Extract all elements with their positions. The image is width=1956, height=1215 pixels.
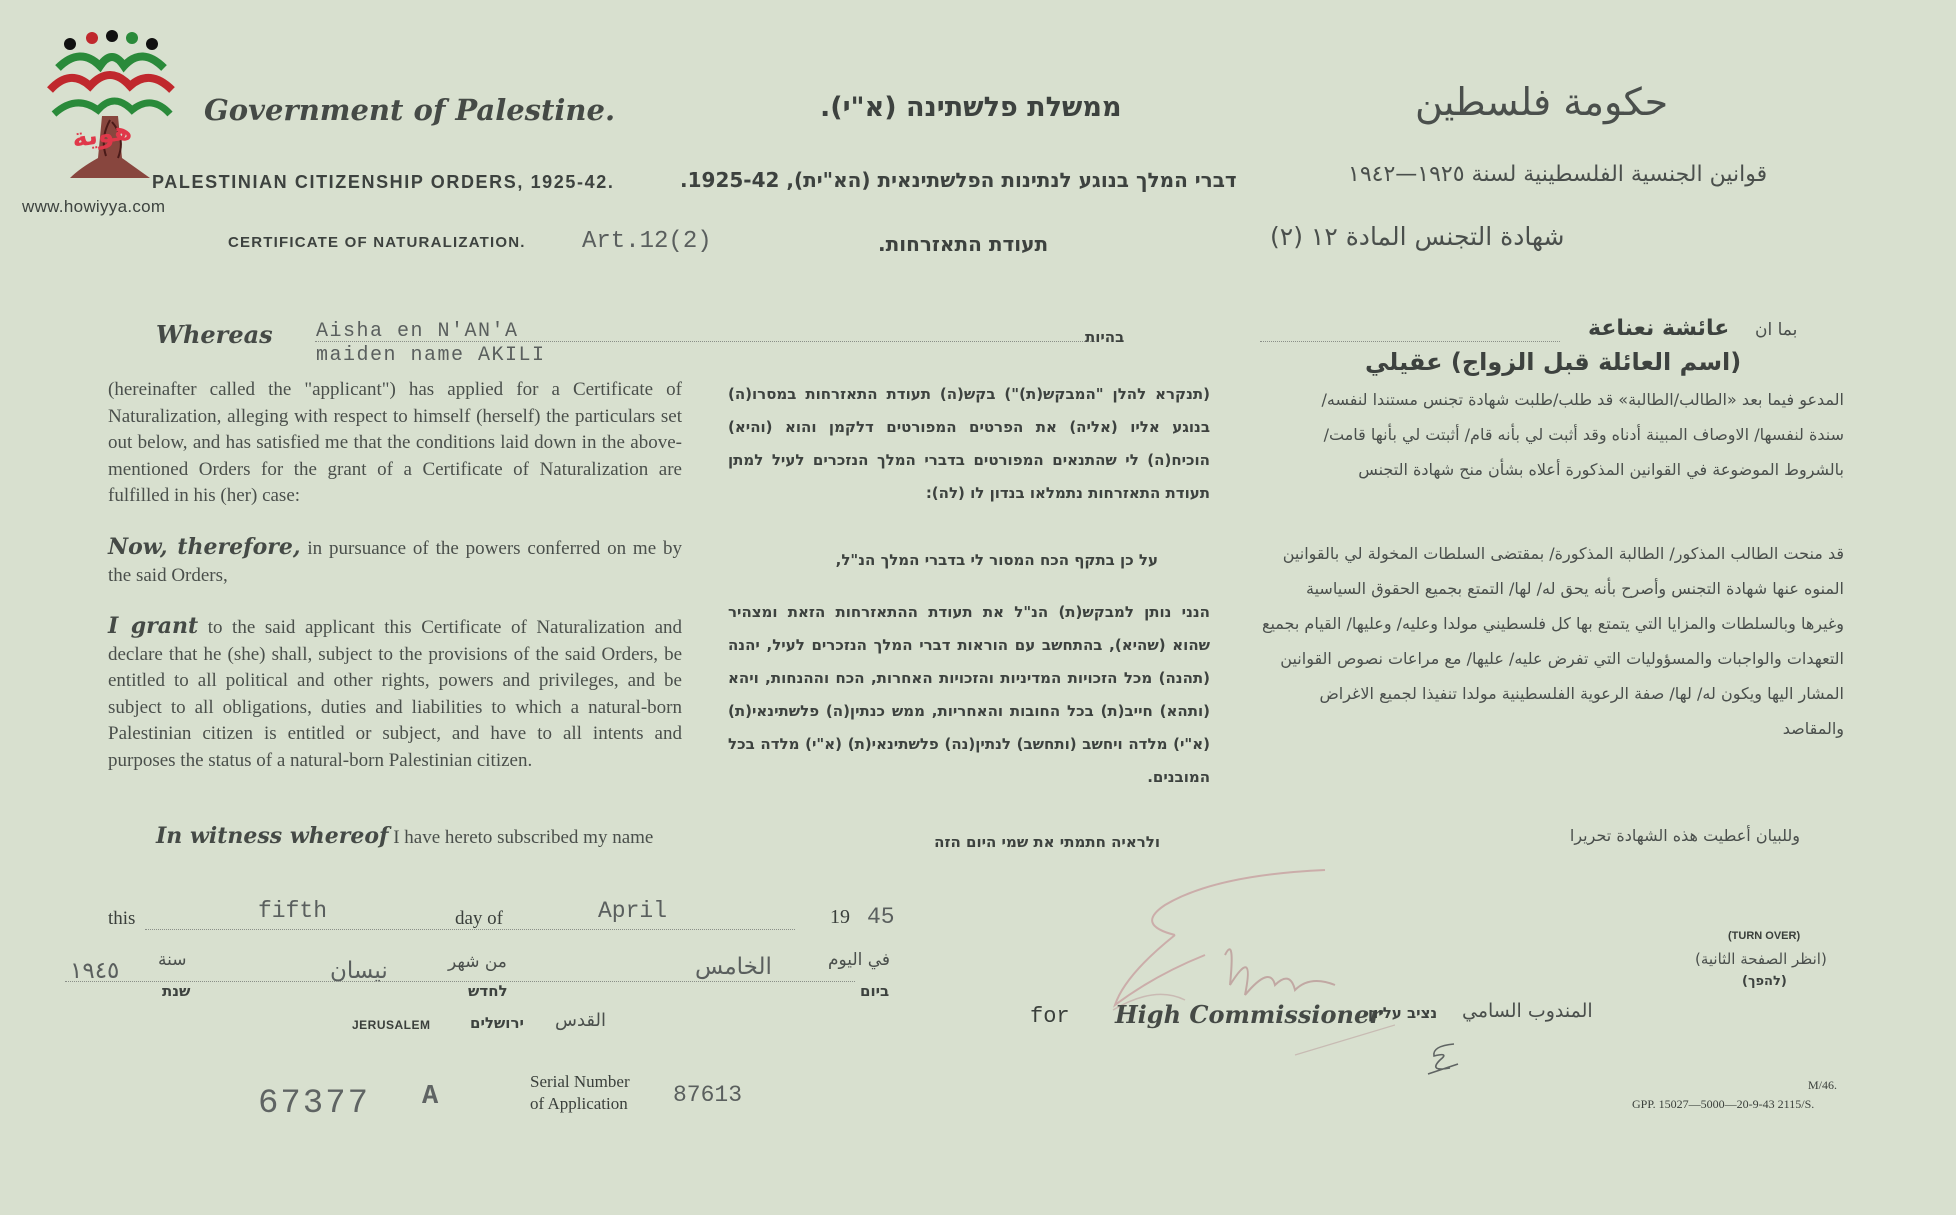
turn-over-en: (TURN OVER) <box>1728 930 1801 942</box>
high-commissioner-ar: المندوب السامي <box>1462 1000 1593 1022</box>
date-day-of: day of <box>455 908 504 929</box>
ar-month: نيسان <box>330 958 388 984</box>
title-he: ממשלת פלשתינה (א"י). <box>820 92 1122 123</box>
orders-en: PALESTINIAN CITIZENSHIP ORDERS, 1925-42. <box>152 172 615 192</box>
place-ar: القدس <box>555 1010 607 1031</box>
serial-label-1: Serial Number <box>530 1072 630 1091</box>
orders-ar: قوانين الجنسية الفلسطينية لسنة ١٩٢٥—١٩٤٢ <box>1348 162 1768 187</box>
in-witness-whereof: In witness whereof <box>156 823 389 849</box>
logo-url: www.howiyya.com <box>22 197 166 216</box>
high-commissioner-he: נציב עליון <box>1368 1004 1438 1022</box>
ar-year: ١٩٤٥ <box>70 958 120 984</box>
logo-word: هوية <box>70 115 134 155</box>
high-commissioner-en: High Commissioner <box>1115 1000 1382 1029</box>
ar-on-day: في اليوم <box>828 950 891 970</box>
place-en: JERUSALEM <box>352 1018 431 1032</box>
signature-icon <box>1095 865 1395 1085</box>
ar-day: الخامس <box>695 954 772 980</box>
hebrew-paragraph-1: (תנקרא להלן "המבקש(ת)") בקש(ה) תעודת התאזרחות במסרו(ה) בנוגע אליו (אליה) את הפרטים המפורטים דלקמן והוא (והיא) הוכיח(ה) לי שהתנאים המפורטים בדברי המלך הנזכרים לעיל למתן תעודת התאזרחות נתמלאו בנדון לו (לה): <box>728 385 1210 502</box>
certificate-letter: A <box>422 1082 439 1112</box>
date-year-prefix: 19 <box>830 906 850 928</box>
he-of-month: לחדש <box>468 982 508 1000</box>
arabic-date-line <box>65 980 855 982</box>
family-tree-icon <box>40 28 180 193</box>
turn-over-he: (להפך) <box>1742 974 1787 989</box>
place-he: ירושלים <box>470 1014 524 1032</box>
now-therefore: Now, therefore, <box>108 534 301 560</box>
whereas-ar: بما ان <box>1755 320 1798 340</box>
whereas-he: בהיות <box>1085 328 1125 346</box>
applicant-maiden-ar: (اسم العائلة قبل الزواج) عقيلي <box>1365 348 1742 376</box>
orders-he: דברי המלך בנוגע לנתינות הפלשתינאית (הא"ית), 1925-42. <box>680 168 1237 192</box>
he-year-label: שנת <box>162 982 191 1000</box>
i-grant-text: to the said applicant this Certificate of Naturalization and declare that he (she) shall, subject to the provisions of the said Orders, be entitled to all political and other rights, powers and privileges, and be subject to all obligations, duties and liabilities to which a natural-born Palestinian citizen is entitled or subject, and have to all intents and purposes the status of a natural-born Palestinian citizen. <box>108 617 683 771</box>
arabic-paragraph-1: المدعو فيما بعد «الطالب/الطالبة» قد طلب/طلبت شهادة تجنس مستندا لنفسه/ سندة لنفسها/ الاوصاف المبينة أدناه وقد أثبت لي بأنه قام/ أثبتت لي بأنها قامت/ بالشروط الموضوعة في القوانين المذكورة أعلاه بشأن منح شهادة التجنس <box>1321 390 1844 479</box>
turn-over-ar: (انظر الصفحة الثانية) <box>1695 950 1827 968</box>
certificate-number: 67377 <box>258 1085 371 1123</box>
ar-year-label: سنة <box>158 950 187 970</box>
he-on-day: ביום <box>860 982 890 1000</box>
arabic-paragraph-4: وللبيان أعطيت هذه الشهادة تحريرا <box>1569 826 1800 845</box>
applicant-name: Aisha en N'AN'A <box>316 320 519 343</box>
hebrew-paragraph-2: על כן בתקף הכח המסור לי בדברי המלך הנ"ל, <box>835 551 1158 569</box>
applicant-maiden-name: maiden name AKILI <box>316 344 546 367</box>
hebrew-paragraph-4: ולראיה חתמתי את שמי היום הזה <box>934 833 1160 851</box>
form-code: M/46. <box>1808 1078 1838 1092</box>
english-paragraph-2 <box>108 534 682 589</box>
date-month: April <box>598 898 668 924</box>
now-therefore-text: in pursuance of the powers conferred on me by the said Orders, <box>108 538 683 586</box>
signature-for: for <box>1030 1004 1070 1029</box>
english-paragraph-4 <box>156 823 686 852</box>
date-this: this <box>108 908 136 929</box>
date-day: fifth <box>258 898 328 924</box>
english-paragraph-1: (hereinafter called the "applicant") has applied for a Certificate of Naturalization, alleging with respect to himself (herself) the particulars set out below, and has satisfied me that the conditions laid down in the above-mentioned Orders for the grant of a Certificate of Naturalization are fulfilled in his (her) case: <box>108 379 682 506</box>
i-grant: I grant <box>108 613 199 639</box>
applicant-name-ar: عائشة نعناعة <box>1588 316 1730 341</box>
certificate-title-en: CERTIFICATE OF NATURALIZATION. <box>228 234 526 251</box>
title-ar: حكومة فلسطين <box>1415 80 1669 124</box>
serial-label-2: of Application <box>530 1094 628 1113</box>
english-paragraph-3 <box>108 613 682 774</box>
arabic-paragraph-3: قد منحت الطالب المذكور/ الطالبة المذكورة/ بمقتضى السلطات المخولة لي بالقوانين المنوه عنها شهادة التجنس وأصرح بأنه يحق له/ لها/ التمتع بجميع الحقوق السياسية وغيرها وبالسلطات والمزايا التي يتمتع بها كل فلسطيني مولدا وعليه/ وعليها/ القيام بجميع التعهدات والواجبات والمسؤوليات التي تفرض عليه/ عليها/ مع مراعات نصوص القوانين المشار اليها ويكون له/ لها/ صفة الرعوية الفلسطينية مولدا تنفيذا لجميع الاغراض والمقاصد <box>1261 544 1844 738</box>
ar-of-month: من شهر <box>448 952 507 972</box>
certificate-article: Art.12(2) <box>582 228 712 255</box>
print-code: GPP. 15027—5000—20-9-43 2115/S. <box>1632 1097 1815 1111</box>
in-witness-text: I have hereto subscribed my name <box>393 827 654 848</box>
serial-number: 87613 <box>673 1082 743 1108</box>
initial-mark-icon <box>1420 1038 1470 1078</box>
title-en: Government of Palestine. <box>204 93 616 127</box>
hebrew-paragraph-3: הנני נותן למבקש(ת) הנ"ל את תעודת ההתאזרחות הזאת ומצהיר שהוא (שהיא), בהתחשב עם הוראות דברי המלך הנזכרים לעיל, יהנה (תהנה) מכל הזכויות המדיניות והזכויות האחרות, הכח וההנחות, ויהא (ותהא) חייב(ת) בכל החובות והאחריות, ממש כנתין(ה) פלשתינאי(ת) (א"י) מלדה ויחשב (ותחשב) לנתין(נה) פלשתינאי(ת) (א"י) מלדה בכל המובנים. <box>728 603 1210 786</box>
date-year-suffix: 45 <box>867 904 895 930</box>
certificate-title-he: תעודת התאזרחות. <box>878 232 1049 256</box>
arabic-name-line <box>1260 340 1560 342</box>
certificate-title-ar: شهادة التجنس المادة ١٢ (٢) <box>1270 222 1565 251</box>
whereas-en: Whereas <box>156 320 273 349</box>
